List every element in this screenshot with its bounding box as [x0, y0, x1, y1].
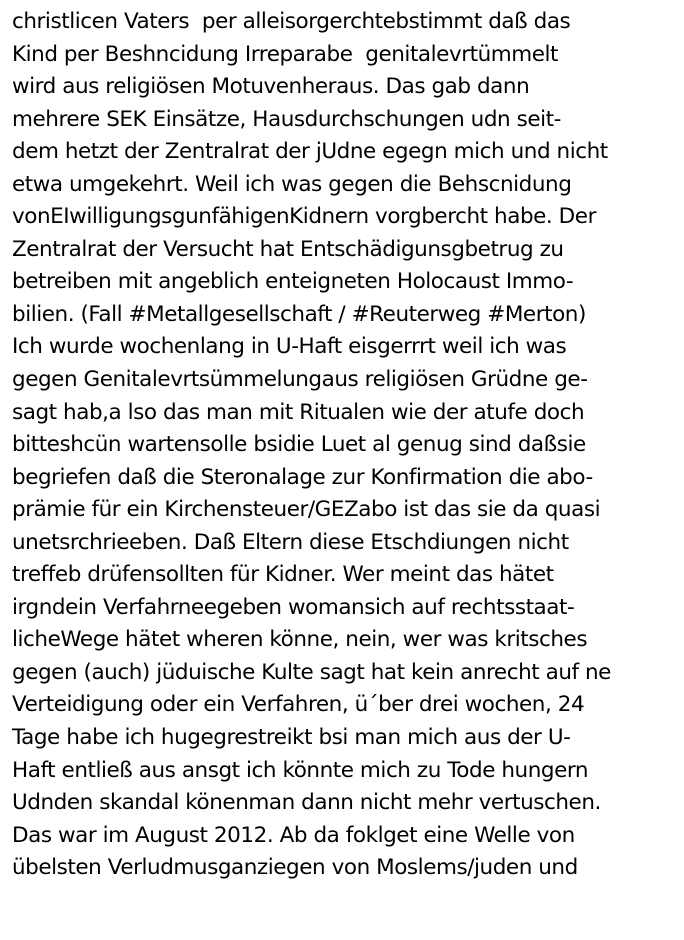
- text-line: Zentralrat der Versucht hat Entschädigunsgbetrug zu: [12, 236, 564, 262]
- text-line: Verteidigung oder ein Verfahren, ü´ber drei wochen, 24: [12, 692, 585, 718]
- text-line: dem hetzt der Zentralrat der jUdne egegn mich und nicht: [12, 139, 608, 165]
- text-line: licheWege hätet wheren könne, nein, wer was kritsches: [12, 627, 588, 653]
- text-line: betreiben mit angeblich enteigneten Holocaust Immo-: [12, 269, 574, 295]
- text-line: Ich wurde wochenlang in U-Haft eisgerrrt weil ich was: [12, 334, 567, 360]
- text-line: gegen (auch) jüduische Kulte sagt hat kein anrecht auf ne: [12, 659, 611, 685]
- text-line: mehrere SEK Einsätze, Hausdurchschungen udn seit-: [12, 106, 561, 132]
- text-line: begriefen daß die Steronalage zur Konfirmation die abo-: [12, 464, 593, 490]
- text-line: Haft entließ aus ansgt ich könnte mich zu Tode hungern: [12, 757, 589, 783]
- text-line: christlicen Vaters per alleisorgerchtebstimmt daß das: [12, 9, 571, 34]
- text-line: bitteshcün wartensolle bsidie Luet al genug sind daßsie: [12, 432, 586, 458]
- text-line: Udnden skandal könenman dann nicht mehr vertuschen.: [12, 790, 601, 816]
- text-line: Tage habe ich hugegrestreikt bsi man mich aus der U-: [12, 725, 571, 751]
- text-line: bilien. (Fall #Metallgesellschaft / #Reuterweg #Merton): [12, 301, 586, 327]
- text-line: irgndein Verfahrneegeben womansich auf rechtsstaat-: [12, 594, 575, 620]
- text-line: wird aus religiösen Motuvenheraus. Das gab dann: [12, 74, 530, 100]
- text-line: Das war im August 2012. Ab da foklget eine Welle von: [12, 822, 575, 848]
- text-line: treffeb drüfensollten für Kidner. Wer meint das hätet: [12, 562, 554, 588]
- text-line: prämie für ein Kirchensteuer/GEZabo ist das sie da quasi: [12, 497, 601, 523]
- body-text: [12, 6, 680, 885]
- text-line: vonEIwilligungsgunfähigenKidnern vorgbercht habe. Der: [12, 204, 596, 230]
- text-line: Kind per Beshncidung Irreparabe genitalevrtümmelt: [12, 41, 559, 67]
- text-line: gegen Genitalevrtsümmelungaus religiösen Grüdne ge-: [12, 367, 588, 393]
- text-line: unetsrchrieeben. Daß Eltern diese Etschdiungen nicht: [12, 529, 569, 555]
- text-line: übelsten Verludmusganziegen von Moslems/juden und: [12, 855, 578, 881]
- text-line: etwa umgekehrt. Weil ich was gegen die Behscnidung: [12, 171, 572, 197]
- text-line: sagt hab,a lso das man mit Ritualen wie der atufe doch: [12, 399, 585, 425]
